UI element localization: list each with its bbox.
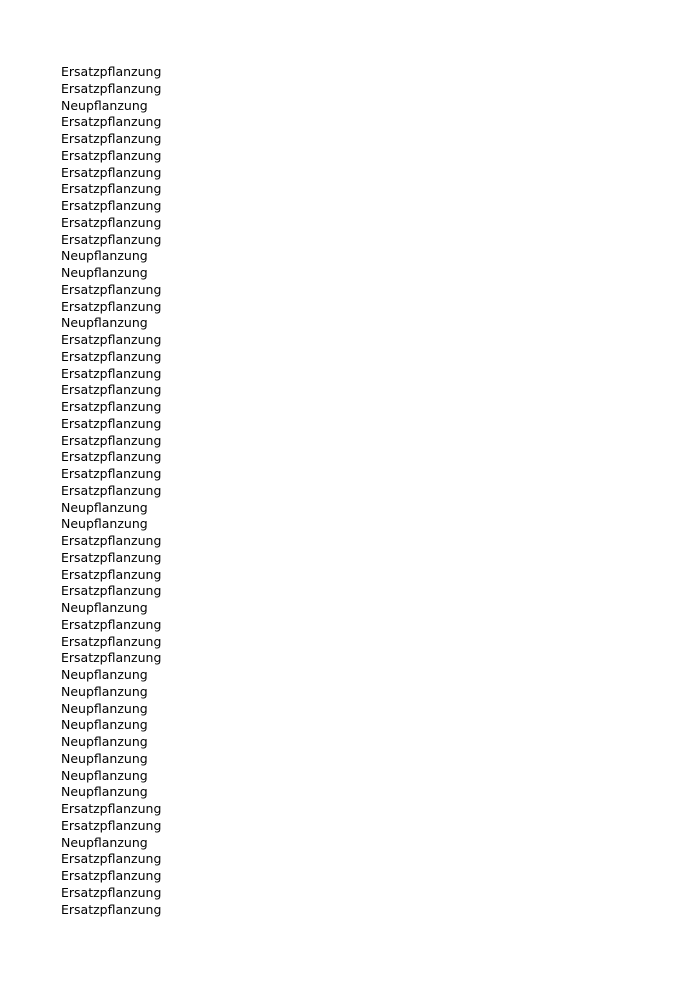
list-item: Neupflanzung bbox=[61, 265, 148, 280]
list-item: Ersatzpflanzung bbox=[61, 566, 162, 582]
list-item: Neupflanzung bbox=[61, 834, 148, 850]
list-item: Ersatzpflanzung bbox=[61, 198, 162, 213]
list-item: Ersatzpflanzung bbox=[61, 583, 162, 599]
list-item: Ersatzpflanzung bbox=[61, 482, 162, 498]
list-item: Ersatzpflanzung bbox=[61, 332, 162, 347]
list-item: Ersatzpflanzung bbox=[61, 382, 162, 398]
list-item: Neupflanzung bbox=[61, 499, 148, 515]
list-item: Ersatzpflanzung bbox=[61, 432, 162, 448]
list-item: Ersatzpflanzung bbox=[61, 415, 162, 431]
list-item: Neupflanzung bbox=[61, 700, 148, 716]
list-item: Neupflanzung bbox=[61, 248, 148, 264]
list-item: Ersatzpflanzung bbox=[61, 399, 162, 414]
list-item: Neupflanzung bbox=[61, 750, 148, 766]
list-item: Ersatzpflanzung bbox=[61, 449, 162, 465]
list-item: Ersatzpflanzung bbox=[61, 650, 162, 666]
list-item: Ersatzpflanzung bbox=[61, 214, 162, 230]
list-item: Ersatzpflanzung bbox=[61, 348, 162, 364]
list-item: Ersatzpflanzung bbox=[61, 114, 162, 130]
list-item: Neupflanzung bbox=[61, 516, 148, 532]
list-item: Ersatzpflanzung bbox=[61, 64, 162, 79]
list-item: Neupflanzung bbox=[61, 315, 148, 331]
list-item: Ersatzpflanzung bbox=[61, 901, 162, 917]
list-item: Ersatzpflanzung bbox=[61, 147, 162, 163]
list-item: Neupflanzung bbox=[61, 97, 148, 113]
list-item: Ersatzpflanzung bbox=[61, 231, 162, 247]
list-item: Ersatzpflanzung bbox=[61, 80, 162, 96]
list-item: Ersatzpflanzung bbox=[61, 633, 162, 649]
entry-list bbox=[61, 64, 161, 918]
list-item: Ersatzpflanzung bbox=[61, 365, 162, 381]
list-item: Ersatzpflanzung bbox=[61, 868, 162, 883]
list-item: Neupflanzung bbox=[61, 734, 148, 749]
list-item: Ersatzpflanzung bbox=[61, 131, 162, 146]
list-item: Neupflanzung bbox=[61, 784, 148, 800]
list-item: Neupflanzung bbox=[61, 767, 148, 783]
list-item: Ersatzpflanzung bbox=[61, 616, 162, 632]
list-item: Ersatzpflanzung bbox=[61, 884, 162, 900]
list-item: Neupflanzung bbox=[61, 667, 148, 682]
list-item: Ersatzpflanzung bbox=[61, 181, 162, 197]
list-item: Neupflanzung bbox=[61, 600, 148, 615]
list-item: Ersatzpflanzung bbox=[61, 298, 162, 314]
list-item: Neupflanzung bbox=[61, 683, 148, 699]
list-item: Neupflanzung bbox=[61, 717, 148, 733]
list-item: Ersatzpflanzung bbox=[61, 164, 162, 180]
list-item: Ersatzpflanzung bbox=[61, 817, 162, 833]
list-item: Ersatzpflanzung bbox=[61, 851, 162, 867]
list-item: Ersatzpflanzung bbox=[61, 549, 162, 565]
list-item: Ersatzpflanzung bbox=[61, 533, 162, 548]
list-item: Ersatzpflanzung bbox=[61, 466, 162, 481]
list-item: Ersatzpflanzung bbox=[61, 801, 162, 816]
list-item: Ersatzpflanzung bbox=[61, 281, 162, 297]
